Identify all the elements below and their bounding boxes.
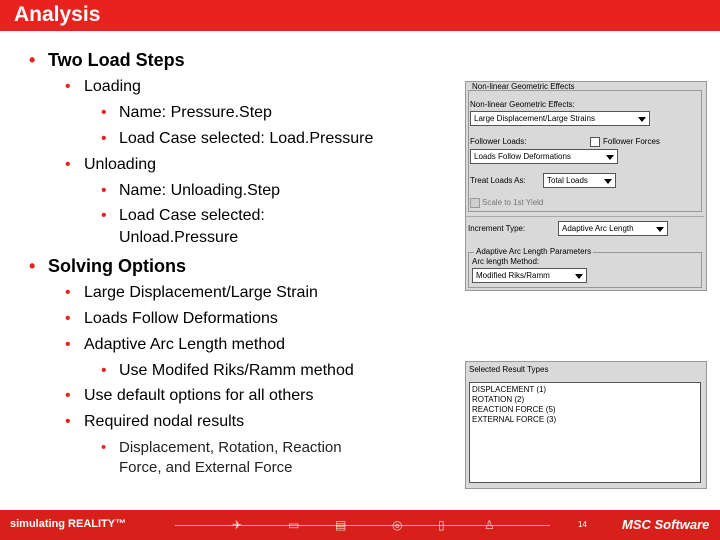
footer-brand: simulating REALITY™ — [10, 518, 127, 530]
bullet-riks-ramm: • Use Modifed Riks/Ramm method — [101, 362, 354, 379]
footer-bar — [0, 510, 720, 540]
scale-yield-label: Scale to 1st Yield — [482, 198, 544, 207]
plane-icon: ✈ — [232, 518, 243, 532]
chevron-down-icon — [656, 227, 664, 232]
increment-type-label: Increment Type: — [468, 224, 526, 233]
chevron-down-icon — [575, 274, 583, 279]
result-types-panel — [465, 361, 707, 489]
chevron-down-icon — [606, 155, 614, 160]
phone-icon: ▯ — [438, 518, 445, 532]
list-item[interactable]: DISPLACEMENT (1) — [472, 385, 547, 394]
list-item[interactable]: EXTERNAL FORCE (3) — [472, 415, 557, 424]
bullet-loading: • Loading — [65, 78, 141, 95]
geom-effects-dropdown[interactable]: Large Displacement/Large Strains — [470, 111, 650, 126]
disc-icon: ◎ — [392, 518, 403, 532]
increment-type-dropdown[interactable]: Adaptive Arc Length — [558, 221, 668, 236]
slide-title: Analysis — [14, 3, 101, 26]
bullet-result-types-cont: Force, and External Force — [119, 459, 293, 476]
chevron-down-icon — [638, 117, 646, 122]
geom-effects-label: Non-linear Geometric Effects: — [470, 100, 575, 109]
chevron-down-icon — [604, 179, 612, 184]
list-item[interactable]: REACTION FORCE (5) — [472, 405, 556, 414]
bullet-load-case-pressure: • Load Case selected: Load.Pressure — [101, 130, 374, 147]
list-item[interactable]: ROTATION (2) — [472, 395, 525, 404]
bullet-two-load-steps: • Two Load Steps — [29, 50, 185, 70]
follower-forces-label: Follower Forces — [603, 137, 660, 146]
bullet-solving-options: • Solving Options — [29, 256, 186, 276]
bullet-required-nodal: • Required nodal results — [65, 413, 245, 430]
bullet-default-options: • Use default options for all others — [65, 387, 314, 404]
title-bar — [0, 0, 720, 31]
geom-group-label: Non-linear Geometric Effects — [472, 82, 575, 91]
arc-method-label: Arc length Method: — [472, 257, 540, 266]
bullet-unloading: • Unloading — [65, 156, 157, 173]
scale-yield-checkbox[interactable] — [470, 198, 480, 208]
train-icon: ▤ — [335, 518, 347, 532]
bullet-load-case-unload-cont: Unload.Pressure — [119, 229, 239, 246]
bullet-large-displacement: • Large Displacement/Large Strain — [65, 284, 318, 301]
arc-method-dropdown[interactable]: Modified Riks/Ramm — [472, 268, 587, 283]
car-icon: ▭ — [288, 518, 300, 532]
treat-loads-label: Treat Loads As: — [470, 176, 526, 185]
bullet-name-unloading-step: • Name: Unloading.Step — [101, 182, 280, 199]
follower-loads-label: Follower Loads: — [470, 137, 527, 146]
bullet-loads-follow: • Loads Follow Deformations — [65, 310, 278, 327]
msc-logo: MSC Software — [622, 517, 710, 532]
arc-params-label: Adaptive Arc Length Parameters — [476, 247, 592, 256]
solution-parameters-panel — [465, 81, 707, 291]
page-number: 14 — [578, 520, 587, 529]
follower-loads-dropdown[interactable]: Loads Follow Deformations — [470, 149, 618, 164]
person-icon: ♙ — [484, 518, 495, 532]
bullet-result-types: • Displacement, Rotation, Reaction — [101, 439, 342, 456]
follower-forces-checkbox[interactable] — [590, 137, 600, 147]
divider — [466, 216, 704, 217]
bullet-name-pressure-step: • Name: Pressure.Step — [101, 104, 272, 121]
result-types-list[interactable] — [469, 382, 701, 483]
bullet-adaptive-arc: • Adaptive Arc Length method — [65, 336, 286, 353]
treat-loads-dropdown[interactable]: Total Loads — [543, 173, 616, 188]
result-types-label: Selected Result Types — [469, 365, 549, 374]
bullet-load-case-unload: • Load Case selected: — [101, 207, 265, 224]
